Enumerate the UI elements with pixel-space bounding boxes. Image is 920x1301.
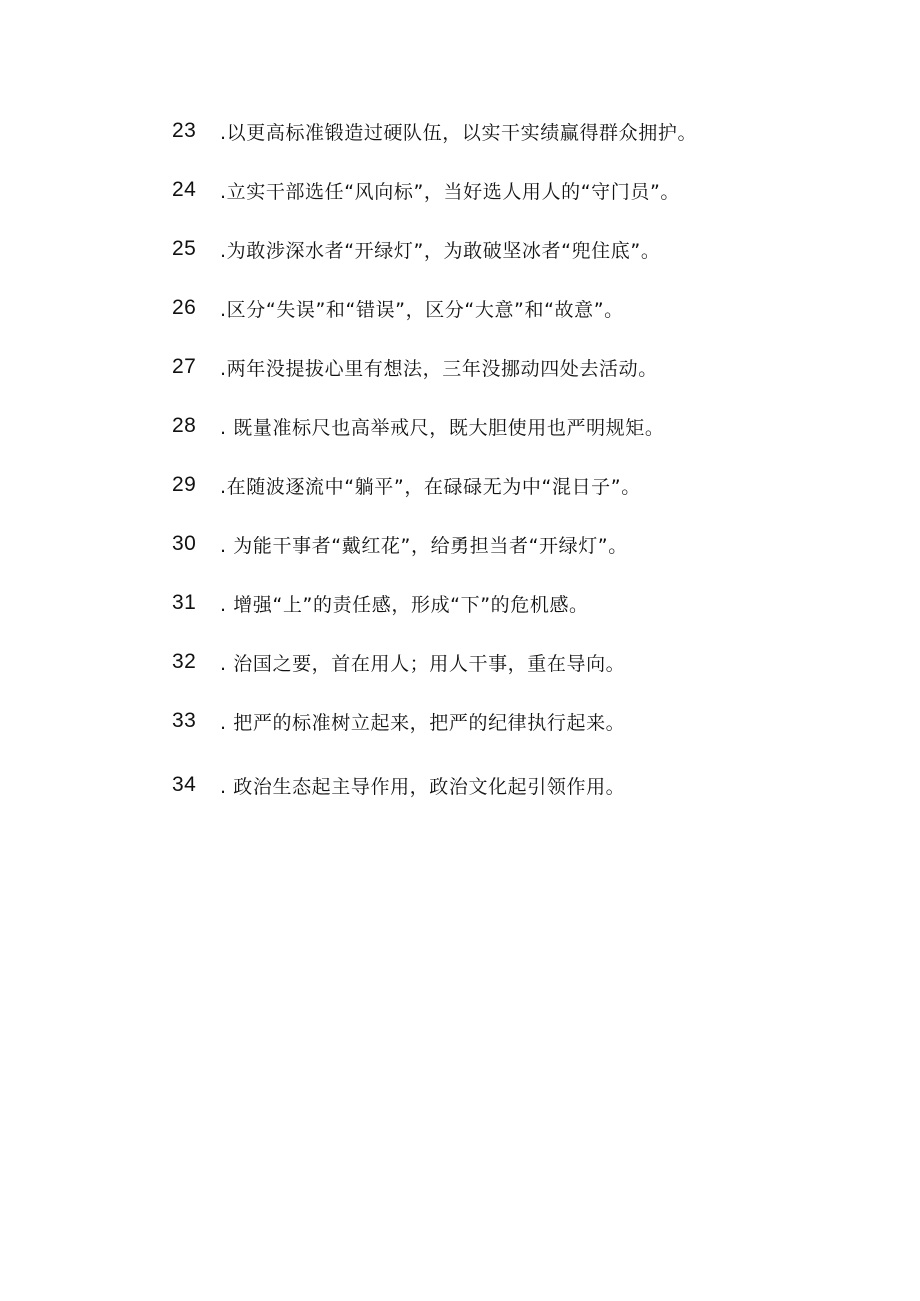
list-item-28: [172, 411, 664, 441]
item-number: 31: [172, 591, 197, 614]
list-item-32: [172, 647, 625, 677]
item-number: 32: [172, 650, 197, 673]
item-number: 24: [172, 178, 197, 201]
item-number: 27: [172, 355, 197, 378]
item-text: . 治国之要，首在用人；用人干事，重在导向。: [220, 652, 626, 675]
item-number: 30: [172, 532, 197, 555]
item-text: . 既量准标尺也高举戒尺，既大胆使用也严明规矩。: [220, 416, 665, 439]
item-number: 34: [172, 773, 197, 796]
list-item-27: [172, 352, 658, 382]
item-number: 25: [172, 237, 197, 260]
item-number: 29: [172, 473, 197, 496]
list-item-26: [172, 293, 624, 323]
list-item-29: [172, 470, 641, 500]
item-text: . 为能干事者“戴红花”，给勇担当者“开绿灯”。: [220, 534, 628, 557]
list-item-24: [172, 175, 680, 205]
item-number: 28: [172, 414, 197, 437]
item-text: .为敢涉深水者“开绿灯”，为敢破坚冰者“兜住底”。: [220, 239, 661, 262]
item-number: 33: [172, 709, 197, 732]
list-item-30: [172, 529, 628, 559]
item-text: . 把严的标准树立起来，把严的纪律执行起来。: [220, 711, 626, 734]
item-text: . 增强“上”的责任感，形成“下”的危机感。: [220, 593, 589, 616]
list-item-33: [172, 706, 625, 736]
list-item-34: [172, 770, 625, 800]
item-text: .在随波逐流中“躺平”，在碌碌无为中“混日子”。: [220, 475, 641, 498]
item-text: .以更高标准锻造过硬队伍，以实干实绩赢得群众拥护。: [220, 121, 698, 144]
item-number: 23: [172, 119, 197, 142]
list-item-23: [172, 116, 697, 146]
item-text: . 政治生态起主导作用，政治文化起引领作用。: [220, 775, 626, 798]
item-text: .立实干部选任“风向标”，当好选人用人的“守门员”。: [220, 180, 681, 203]
item-text: .区分“失误”和“错误”，区分“大意”和“故意”。: [220, 298, 624, 321]
item-text: .两年没提拔心里有想法，三年没挪动四处去活动。: [220, 357, 658, 380]
list-item-25: [172, 234, 660, 264]
list-item-31: [172, 588, 589, 618]
item-number: 26: [172, 296, 197, 319]
